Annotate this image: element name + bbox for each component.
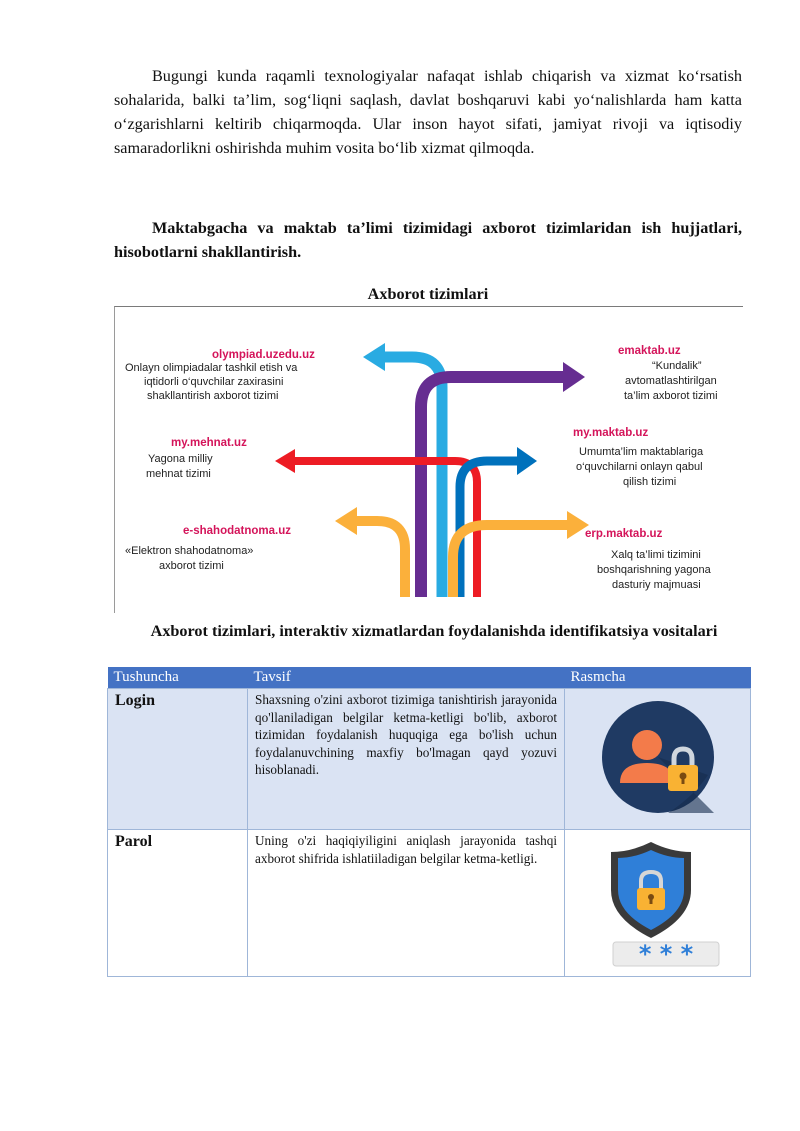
- navy-arrow-head: [517, 447, 537, 475]
- system-desc-olympiad-2: iqtidorli o‘quvchilar zaxirasini: [144, 376, 284, 388]
- system-desc-mymaktab-2: o‘quvchilarni onlayn qabul: [576, 461, 703, 473]
- figure-caption: Axborot tizimlari: [367, 285, 489, 303]
- system-desc-mehnat-2: mehnat tizimi: [146, 468, 211, 480]
- system-desc-mymaktab-3: qilish tizimi: [623, 476, 677, 488]
- system-desc-olympiad-3: shakllantirish axborot tizimi: [147, 390, 279, 402]
- system-desc-emaktab-3: ta’lim axborot tizimi: [624, 390, 718, 402]
- system-site-mehnat: my.mehnat.uz: [171, 437, 247, 449]
- information-systems-figure: [114, 306, 743, 613]
- header-term: Tushuncha: [108, 667, 248, 689]
- system-site-olympiad: olympiad.uzedu.uz: [212, 349, 315, 361]
- identification-table: [107, 667, 751, 977]
- arrows-diagram: [115, 307, 743, 613]
- system-desc-erp-2: boshqarishning yagona: [597, 564, 711, 576]
- description-login: Shaxsning o'zini axborot tizimiga tanishtirish jarayonida qo'llaniladigan belgilar ketma-ketligi bo'lib, axborot tizimidan foydalanish huquqiga ega bo'lish uchun foydalanuvchining maxfiy bo'lmagan qayd yozuvi hisoblanadi.: [248, 689, 565, 830]
- blue-arrow: [383, 357, 442, 597]
- table-header-row: [108, 667, 751, 689]
- intro-paragraph: Bugungi kunda raqamli texnologiyalar nafaqat ishlab chiqarish va xizmat ko‘rsatish sohalarida, balki ta’lim, sog‘liqni saqlash, davlat boshqaruvi kabi yo‘nalishlarda ham katta o‘zgarishlarni keltirib chiqarmoqda. Ular inson hayot sifati, jamiyat rivoji va iqtisodiy samaradorlikni oshirishda muhim vosita bo‘lib xizmat qilmoqda.: [114, 67, 742, 157]
- password-mask: * * *: [638, 940, 693, 968]
- header-image: Rasmcha: [565, 667, 751, 689]
- table-row: [108, 689, 751, 830]
- red-arrow-head: [275, 449, 295, 473]
- term-login: Login: [108, 689, 248, 830]
- system-desc-mehnat-1: Yagona milliy: [148, 453, 213, 465]
- yellow-arrow-right: [453, 525, 569, 597]
- system-desc-shahodatnoma-2: axborot tizimi: [159, 560, 224, 572]
- system-desc-erp-3: dasturiy majmuasi: [612, 579, 701, 591]
- header-description: Tavsif: [248, 667, 565, 689]
- yellow-arrow-left-head: [335, 507, 357, 535]
- term-parol: Parol: [108, 830, 248, 977]
- image-cell-parol: [565, 830, 751, 977]
- system-site-erp: erp.maktab.uz: [585, 528, 663, 540]
- system-desc-shahodatnoma-1: «Elektron shahodatnoma»: [125, 545, 254, 557]
- system-desc-olympiad-1: Onlayn olimpiadalar tashkil etish va: [125, 362, 298, 374]
- table-title: Axborot tizimlari, interaktiv xizmatlardan foydalanishda identifikatsiya vositalari: [150, 622, 718, 640]
- table-row: [108, 830, 751, 977]
- system-site-mymaktab: my.maktab.uz: [573, 427, 649, 439]
- blue-arrow-head: [363, 343, 385, 371]
- shield-password-icon: [593, 838, 723, 968]
- user-lock-icon: [598, 697, 718, 817]
- system-desc-erp-1: Xalq ta’limi tizimini: [611, 549, 701, 561]
- purple-arrow-head: [563, 362, 585, 392]
- system-desc-emaktab-1: “Kundalik”: [652, 360, 702, 372]
- system-desc-emaktab-2: avtomatlashtirilgan: [625, 375, 717, 387]
- system-desc-mymaktab-1: Umumta’lim maktablariga: [579, 446, 704, 458]
- system-site-shahodatnoma: e-shahodatnoma.uz: [183, 525, 291, 537]
- image-cell-login: [565, 689, 751, 830]
- section-heading: Maktabgacha va maktab ta’limi tizimidagi axborot tizimlaridan ish hujjatlari, hisobotlarni shakllantirish.: [114, 219, 742, 261]
- system-site-emaktab: emaktab.uz: [618, 345, 681, 357]
- yellow-arrow-left: [355, 521, 405, 597]
- description-parol: Uning o'zi haqiqiyiligini aniqlash jarayonida tashqi axborot shifrida ishlatiiladigan belgilar ketma-ketligi.: [248, 830, 565, 977]
